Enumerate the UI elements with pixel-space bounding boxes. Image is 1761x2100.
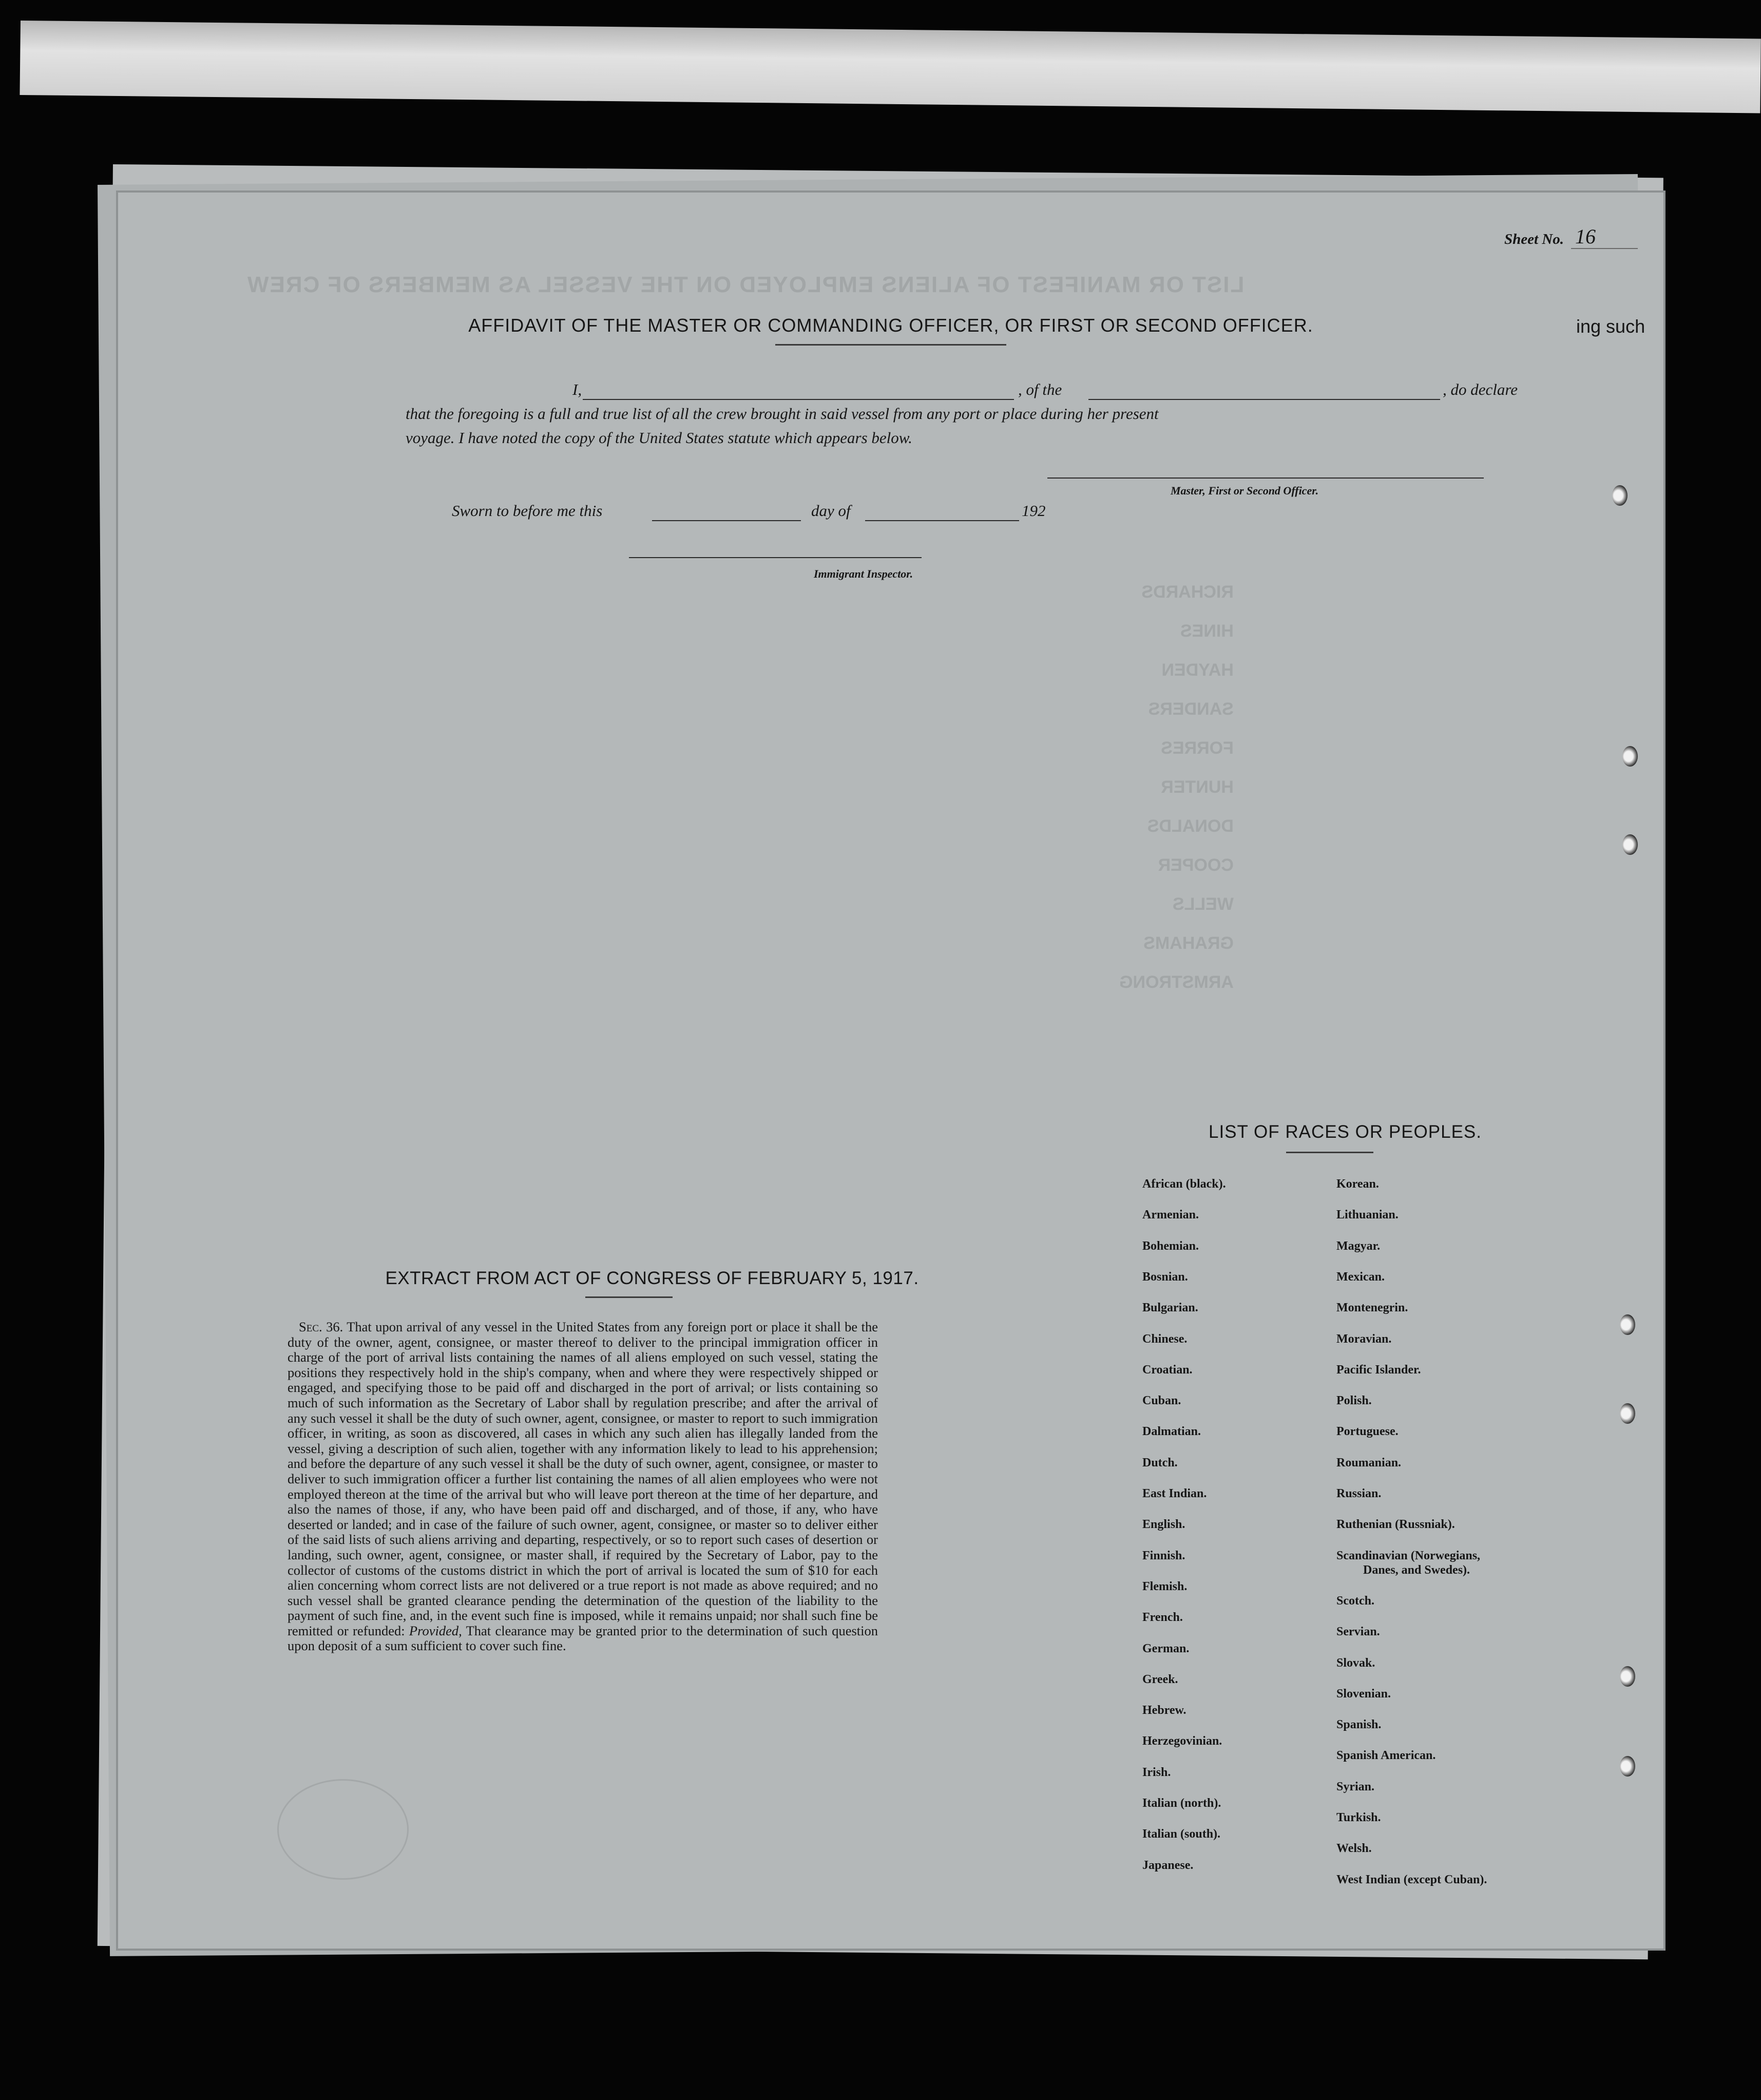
scan-top-paper-strip — [20, 21, 1760, 113]
race-item: Montenegrin. — [1336, 1301, 1408, 1315]
race-item: Irish. — [1142, 1765, 1171, 1779]
race-item: Herzegovinian. — [1142, 1734, 1222, 1748]
statute-body-part2: That clearance may be granted prior to the determination of such question upon deposit of a sum sufficient to cover such fine. — [288, 1622, 878, 1654]
race-item: Welsh. — [1336, 1842, 1372, 1856]
race-item: French. — [1142, 1611, 1183, 1625]
declaration-line-2: that the foregoing is a full and true list of all the crew brought in said vessel from any port or place during her present — [406, 405, 1159, 423]
race-item: Spanish. — [1336, 1718, 1382, 1732]
race-item: Scandinavian (Norwegians, — [1336, 1549, 1481, 1562]
manifest-page — [118, 193, 1663, 1949]
race-item: Slovak. — [1336, 1656, 1375, 1670]
race-item: Chinese. — [1142, 1332, 1188, 1346]
races-title-divider — [1286, 1152, 1373, 1153]
race-item: Russian. — [1336, 1487, 1382, 1500]
race-item: Dalmatian. — [1142, 1425, 1201, 1439]
race-item: Hebrew. — [1142, 1704, 1186, 1717]
vessel-name-blank — [1088, 399, 1440, 400]
race-item: Servian. — [1336, 1625, 1380, 1639]
race-item: Armenian. — [1142, 1208, 1199, 1222]
race-item: Roumanian. — [1336, 1456, 1402, 1469]
punch-hole — [1612, 485, 1628, 506]
race-item: Greek. — [1142, 1672, 1178, 1686]
race-item: German. — [1142, 1641, 1190, 1655]
punch-hole — [1620, 1403, 1635, 1424]
race-item: Finnish. — [1142, 1549, 1185, 1562]
race-item: Italian (north). — [1142, 1797, 1221, 1810]
extract-title-divider — [585, 1296, 673, 1298]
race-item: Polish. — [1336, 1394, 1372, 1408]
bleed-through: LIST OR MANIFEST OF ALIENS EMPLOYED ON THE VESSEL AS MEMBERS OF CREW — [246, 272, 1245, 297]
punch-hole — [1620, 1314, 1635, 1335]
race-item: Turkish. — [1336, 1811, 1381, 1824]
signature-label: Master, First or Second Officer. — [1171, 484, 1319, 497]
race-item: Japanese. — [1142, 1858, 1194, 1872]
race-item: Korean. — [1336, 1177, 1379, 1191]
race-item: East Indian. — [1142, 1487, 1207, 1500]
declaration-do-declare: , do declare — [1443, 380, 1518, 398]
race-item: Italian (south). — [1142, 1827, 1221, 1841]
race-item: Scotch. — [1336, 1594, 1374, 1608]
race-item: Bohemian. — [1142, 1239, 1199, 1253]
race-item: Mexican. — [1336, 1270, 1385, 1284]
race-item: Bulgarian. — [1142, 1301, 1198, 1315]
statute-section-label: Sec. 36. — [299, 1319, 343, 1334]
race-item: Spanish American. — [1336, 1749, 1436, 1763]
statute-provided: Provided, — [409, 1622, 462, 1638]
declaration-of-the: , of the — [1018, 380, 1062, 398]
race-item: Syrian. — [1336, 1780, 1375, 1793]
master-name-blank — [583, 399, 1014, 400]
extract-title: EXTRACT FROM ACT OF CONGRESS OF FEBRUARY 5, 1917. — [385, 1268, 919, 1288]
race-item: English. — [1142, 1518, 1185, 1532]
race-item: Cuban. — [1142, 1394, 1181, 1408]
race-item: Ruthenian (Russniak). — [1336, 1518, 1455, 1532]
sheet-number-value: 16 — [1575, 225, 1596, 248]
affidavit-title: AFFIDAVIT OF THE MASTER OR COMMANDING OFFICER, OR FIRST OR SECOND OFFICER. — [468, 315, 1313, 336]
race-item: Dutch. — [1142, 1456, 1178, 1469]
bleed-through: RICHARDS HINES HAYDEN SANDERS FORRES HUNTER DONALDS COOPER WELLS GRAHAMS ARMSTRONG — [1119, 582, 1234, 992]
sworn-month-blank — [865, 520, 1019, 521]
side-text-partial: ing such — [1576, 316, 1645, 337]
declaration-line-3: voyage. I have noted the copy of the United States statute which appears below. — [406, 429, 912, 447]
sheet-number-underline — [1571, 248, 1638, 249]
race-item: West Indian (except Cuban). — [1336, 1873, 1487, 1886]
race-item: Flemish. — [1142, 1579, 1188, 1593]
title-divider — [775, 344, 1006, 346]
race-item: Moravian. — [1336, 1332, 1392, 1346]
punch-hole — [1622, 834, 1638, 855]
sheet-number-label: Sheet No. — [1504, 231, 1564, 247]
race-item: Portuguese. — [1336, 1425, 1399, 1439]
inspector-signature-line — [629, 557, 922, 558]
race-item: Danes, and Swedes). — [1363, 1563, 1470, 1577]
punch-hole — [1620, 1756, 1635, 1777]
sworn-year: 192 — [1022, 502, 1046, 520]
punch-hole — [1620, 1666, 1635, 1687]
sworn-day-blank — [652, 520, 801, 521]
race-item: African (black). — [1142, 1177, 1226, 1191]
race-item: Pacific Islander. — [1336, 1363, 1421, 1377]
signature-line — [1047, 478, 1484, 479]
sworn-day-of: day of — [811, 502, 851, 520]
statute-body-part1: That upon arrival of any vessel in the United States from any foreign port or place it shall be the duty of the owner, agent, consignee, or master thereof to deliver to the principal immigration officer in charge of the port of arrival lists containing the names of all aliens employed on such vessel, stating the positions they respectively hold in the ship's company, when and where they were respectively shipped or engaged, and specifying those to be paid off and discharged in the port of arrival; or lists containing so much of such information as the Secretary of Labor shall by regulation prescribe; and after the arrival of any such vessel it shall be the duty of such owner, agent, consignee, or master to report to such immigration officer, in writing, as soon as discovered, all cases in which any such alien has illegally landed from the vessel, giving a description of such alien, together with any information likely to lead to his apprehension; and before the departure of any such vessel it shall be the duty of such owner, agent, consignee, or master to deliver to such immigration officer a further list containing the names of all alien employees who were not employed thereon at the time of the arrival but who will leave port thereon at the time of her departure, and also the names of those, if any, who have been paid off and discharged, and of those, if any, who have deserted or landed; and in case of the failure of such owner, agent, consignee, or master so to deliver either of the said lists of such aliens arriving and departing, respectively, or so to report such cases of desertion or landing, such owner, agent, consignee, or master shall, if required by the Secretary of Labor, pay to the collector of customs of the customs district in which the port of arrival is located the sum of $10 for each alien concerning whom correct lists are not delivered or a true report is not made as above required; and no such vessel shall be granted clearance pending the determination of the question of the liability to the payment of such fine, and, in the event such fine is imposed, while it remains unpaid; nor shall such fine be remitted or refunded: — [288, 1319, 878, 1638]
inspector-label: Immigrant Inspector. — [814, 567, 913, 580]
race-item: Bosnian. — [1142, 1270, 1188, 1284]
races-title: LIST OF RACES OR PEOPLES. — [1208, 1122, 1482, 1142]
race-item: Magyar. — [1336, 1239, 1381, 1253]
race-item: Slovenian. — [1336, 1687, 1391, 1701]
faded-stamp — [277, 1779, 409, 1880]
race-item: Lithuanian. — [1336, 1208, 1399, 1222]
punch-hole — [1622, 746, 1638, 767]
sworn-text: Sworn to before me this — [452, 502, 603, 520]
declaration-i: I, — [572, 380, 582, 398]
race-item: Croatian. — [1142, 1363, 1193, 1377]
statute-text — [288, 1320, 878, 1654]
